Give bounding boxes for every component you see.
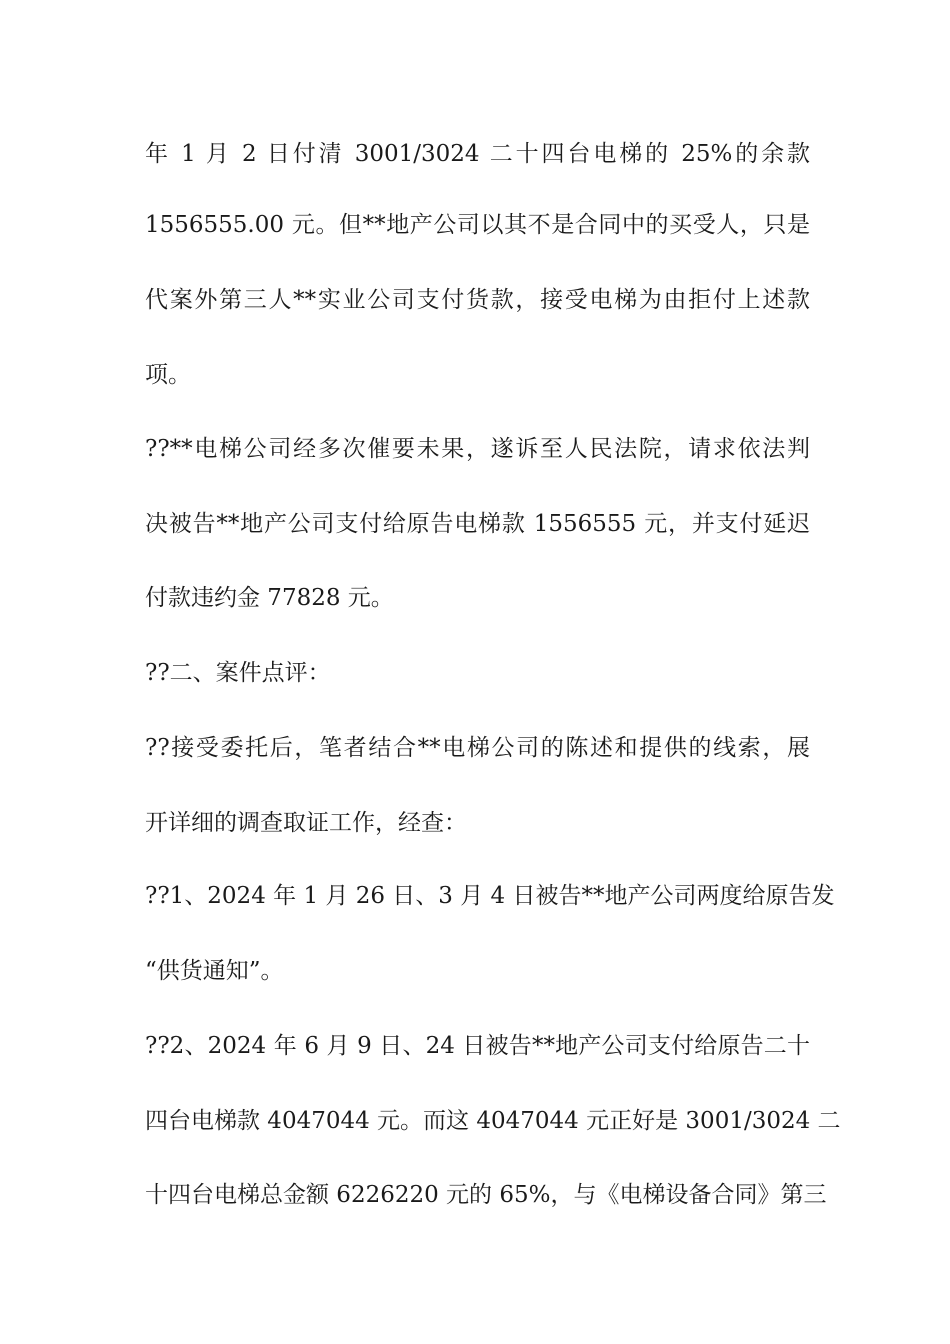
text-line-12: “供货通知”。 (145, 958, 284, 984)
text-line-7: 付款违约金 77828 元。 (145, 585, 394, 611)
text-line-5: ??**电梯公司经多次催要未果，遂诉至人民法院，请求依法判 (145, 436, 810, 462)
text-line-1: 年 1 月 2 日付清 3001/3024 二十四台电梯的 25%的余款 (145, 141, 810, 167)
text-line-3: 代案外第三人**实业公司支付货款，接受电梯为由拒付上述款 (145, 287, 810, 313)
text-line-13: ??2、2024 年 6 月 9 日、24 日被告**地产公司支付给原告二十 (145, 1033, 810, 1059)
text-line-6: 决被告**地产公司支付给原告电梯款 1556555 元，并支付延迟 (145, 511, 810, 537)
text-line-14: 四台电梯款 4047044 元。而这 4047044 元正好是 3001/3024 二 (145, 1108, 841, 1134)
text-line-9: ??接受委托后，笔者结合**电梯公司的陈述和提供的线索，展 (145, 735, 810, 761)
text-line-15: 十四台电梯总金额 6226220 元的 65%，与《电梯设备合同》第三 (145, 1182, 827, 1208)
text-line-10: 开详细的调查取证工作，经查： (145, 810, 467, 836)
text-line-11: ??1、2024 年 1 月 26 日、3 月 4 日被告**地产公司两度给原告发 (145, 883, 835, 909)
text-line-2: 1556555.00 元。但**地产公司以其不是合同中的买受人，只是 (145, 212, 810, 238)
text-line-4: 项。 (145, 362, 191, 388)
section-heading: ??二、案件点评： (145, 660, 331, 686)
